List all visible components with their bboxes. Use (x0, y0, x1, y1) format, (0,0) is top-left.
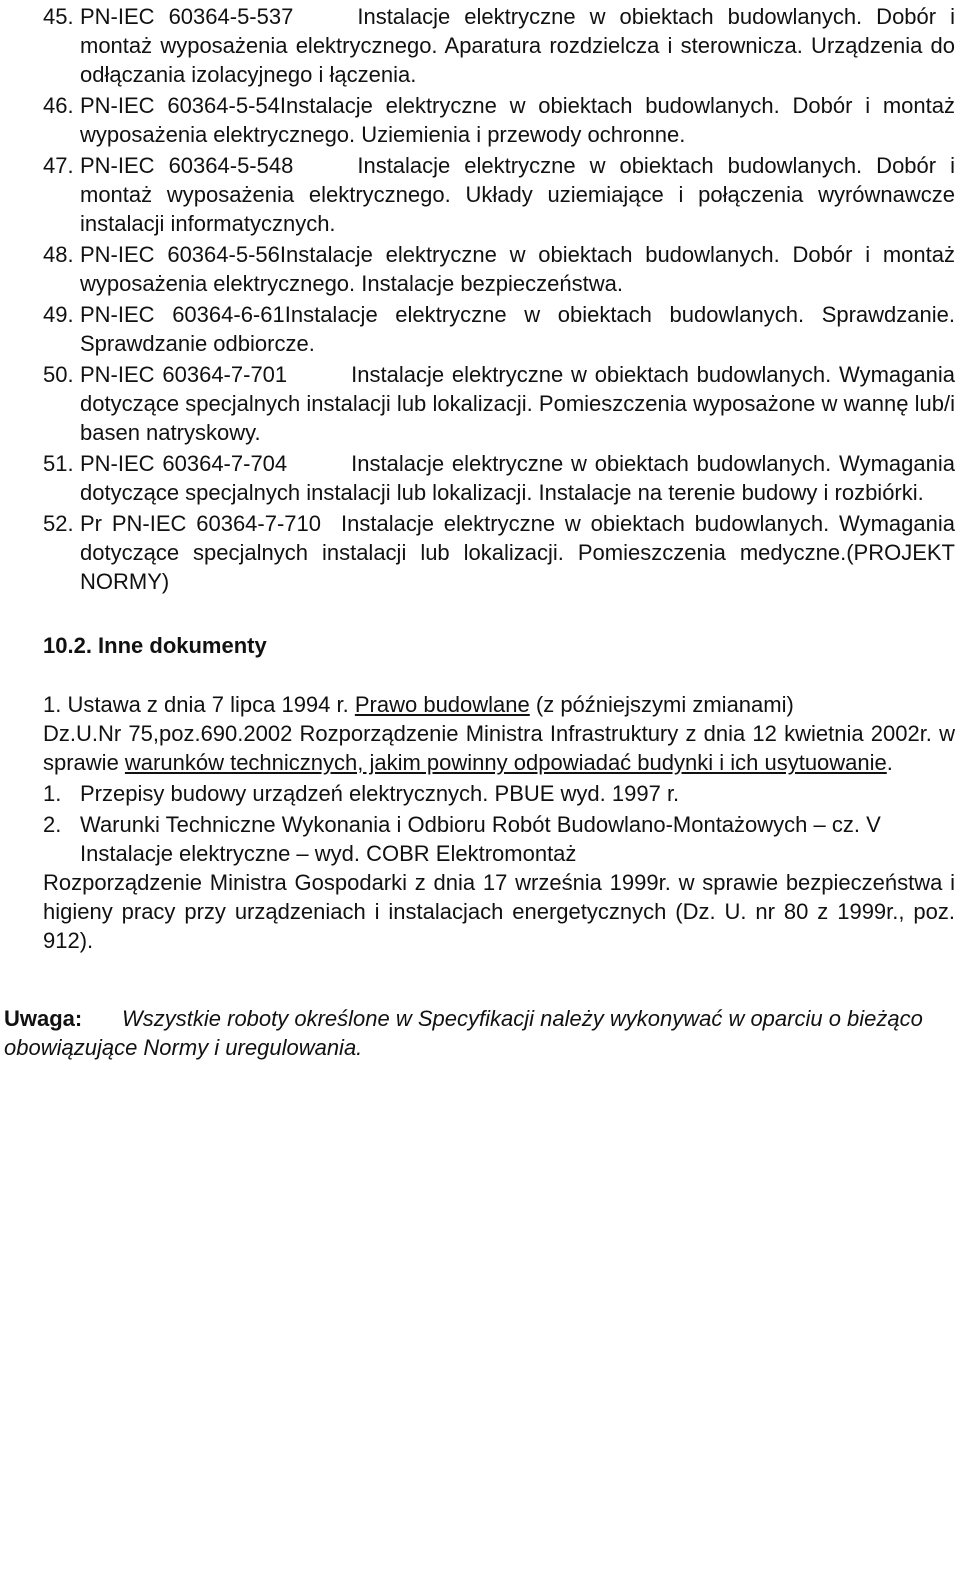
law-link[interactable]: Prawo budowlane (354, 692, 530, 717)
item-text (80, 509, 955, 596)
standard-title: Instalacje elektryczne w obiektach budowlanych. Sprawdzanie. Sprawdzanie odbiorcze. (80, 302, 955, 356)
standard-item (43, 2, 955, 89)
item-number: 49. (43, 302, 74, 327)
standard-item (43, 360, 955, 447)
standard-title: Instalacje elektryczne w obiektach budowlanych. Dobór i montaż wyposażenia elektrycznego. Układy uziemiające i połączenia wyrównawcze instalacji informatycznych. (80, 153, 955, 236)
section-heading: 10.2. Inne dokumenty (43, 633, 267, 658)
standard-item (43, 240, 955, 298)
safety-regulation: Rozporządzenie Ministra Gospodarki z dnia 17 września 1999r. w sprawie bezpieczeństwa i higieny pracy przy urządzeniach i instalacjach energetycznych (Dz. U. nr 80 z 1999r., poz. 912). (43, 870, 955, 953)
standard-code: Pr PN-IEC 60364-7-710 (80, 511, 322, 536)
regulation-prefix: Dz.U.Nr 75,poz.690.2002 Rozporządzenie Ministra Infrastruktury z dnia 12 kwietnia 2002r. w sprawie (43, 721, 955, 775)
item-number: 47. (43, 153, 74, 178)
law-prefix: 1. Ustawa z dnia 7 lipca 1994 r. (43, 692, 355, 717)
item-number: 52. (43, 511, 74, 536)
item-text (80, 449, 955, 507)
note-label: Uwaga: (4, 1006, 83, 1031)
item-number: 2. (43, 812, 62, 837)
item-text: Przepisy budowy urządzeń elektrycznych. PBUE wyd. 1997 r. (80, 781, 680, 806)
standard-title: Instalacje elektryczne w obiektach budowlanych. Wymagania dotyczące specjalnych instalacji lub lokalizacji. Instalacje na terenie budowy i rozbiórki. (80, 451, 955, 505)
standard-code: PN-IEC 60364-6-61 (80, 302, 285, 327)
item-number: 1. (43, 781, 62, 806)
item-text (80, 91, 955, 149)
item-text: Warunki Techniczne Wykonania i Odbioru Robót Budowlano-Montażowych – cz. V Instalacje elektryczne – wyd. COBR Elektromontaż (80, 812, 881, 866)
item-number: 45. (43, 4, 74, 29)
standard-code: PN-IEC 60364-5-548 (80, 153, 294, 178)
standard-code: PN-IEC 60364-5-54 (80, 93, 280, 118)
law-suffix: (z późniejszymi zmianami) (529, 692, 794, 717)
list-item (43, 779, 955, 808)
note-text: Wszystkie roboty określone w Specyfikacji należy wykonywać w oparciu o bieżąco obowiązujące Normy i uregulowania. (4, 1006, 923, 1060)
item-number: 46. (43, 93, 74, 118)
regulation-reference (43, 719, 955, 777)
item-text (80, 240, 955, 298)
standard-code: PN-IEC 60364-5-56 (80, 242, 280, 267)
item-number: 48. (43, 242, 74, 267)
item-number: 50. (43, 362, 74, 387)
standard-title: Instalacje elektryczne w obiektach budowlanych. Wymagania dotyczące specjalnych instalacji lub lokalizacji. Pomieszczenia wyposażone w wannę lub/i basen natryskowy. (80, 362, 955, 445)
regulation-link[interactable]: warunków technicznych, jakim powinny odpowiadać budynki i ich usytuowanie (124, 750, 887, 775)
note (4, 1004, 954, 1062)
standard-title: Instalacje elektryczne w obiektach budowlanych. Dobór i montaż wyposażenia elektrycznego. Aparatura rozdzielcza i sterownicza. Urządzenia do odłączania izolacyjnego i łączenia. (80, 4, 955, 87)
standard-item (43, 151, 955, 238)
standard-item (43, 300, 955, 358)
item-text (80, 300, 955, 358)
other-documents (43, 690, 955, 955)
list-item (43, 810, 955, 868)
law-reference (43, 690, 955, 719)
item-text (80, 2, 955, 89)
standard-item (43, 91, 955, 149)
regulation-suffix: . (886, 750, 893, 775)
standard-code: PN-IEC 60364-7-704 (80, 451, 288, 476)
standard-code: PN-IEC 60364-7-701 (80, 362, 288, 387)
item-text (80, 151, 955, 238)
standard-item (43, 449, 955, 507)
standard-title: Instalacje elektryczne w obiektach budowlanych. Dobór i montaż wyposażenia elektrycznego. Instalacje bezpieczeństwa. (80, 242, 956, 296)
standard-code: PN-IEC 60364-5-537 (80, 4, 294, 29)
standards-list (43, 2, 955, 598)
standard-title: Instalacje elektryczne w obiektach budowlanych. Wymagania dotyczące specjalnych instalacji lub lokalizacji. Pomieszczenia medyczne.(PROJEKT NORMY) (80, 511, 955, 594)
item-number: 51. (43, 451, 74, 476)
standard-item (43, 509, 955, 596)
standard-title: Instalacje elektryczne w obiektach budowlanych. Dobór i montaż wyposażenia elektrycznego. Uziemienia i przewody ochronne. (80, 93, 956, 147)
item-text (80, 360, 955, 447)
